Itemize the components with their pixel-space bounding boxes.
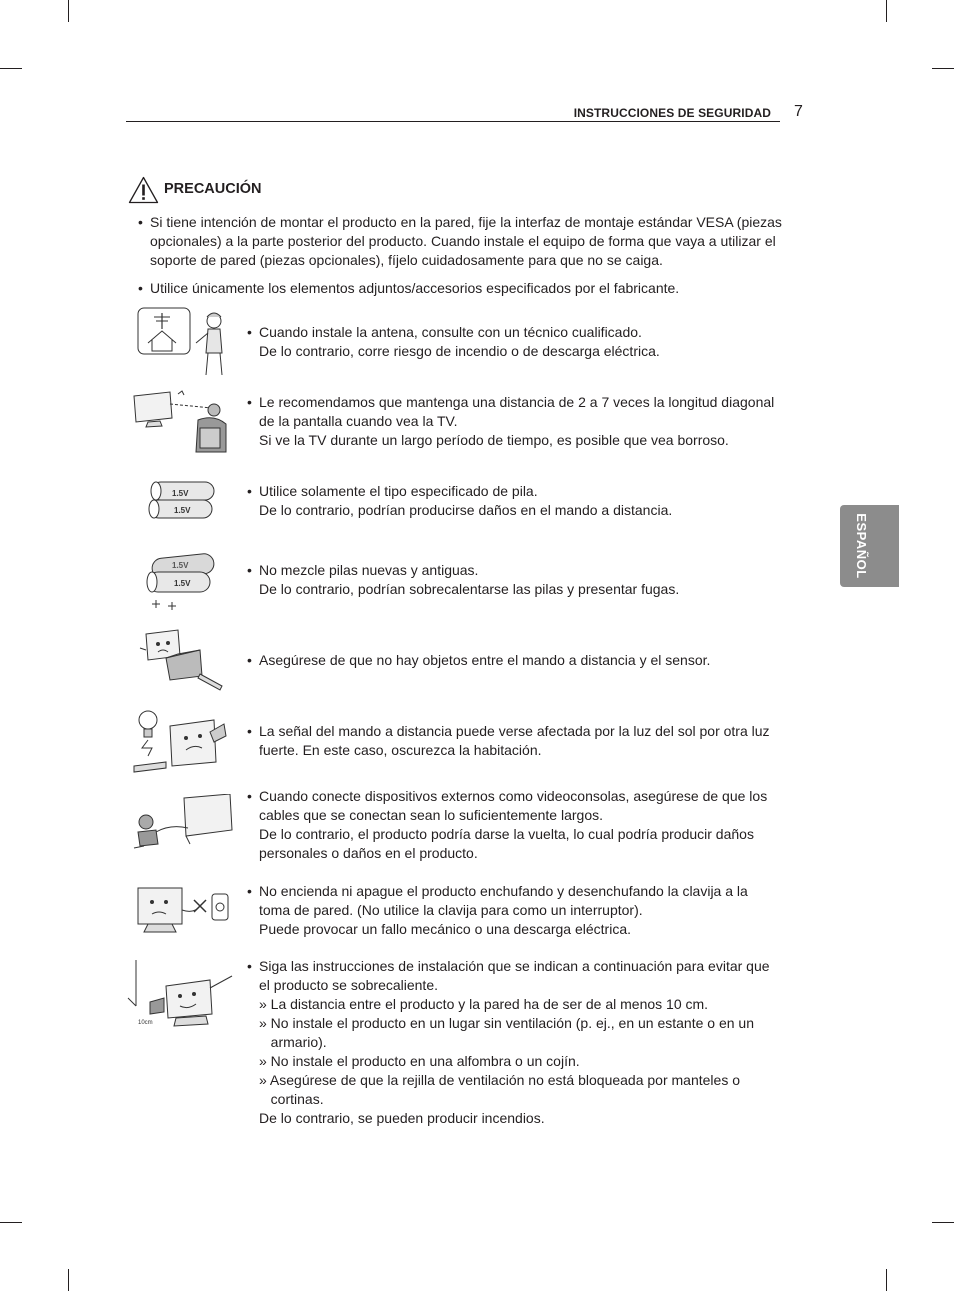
text-line: armario).	[259, 1034, 327, 1050]
antenna-technician-icon	[134, 305, 230, 379]
unplug-tv-icon	[134, 884, 232, 938]
text-line: fuerte. En este caso, oscurezca la habitación.	[259, 742, 542, 758]
long-cable-icon	[130, 794, 234, 852]
bullet-dot: •	[247, 562, 252, 578]
warning-triangle-icon	[128, 176, 159, 204]
text-line: opcionales) a la parte posterior del producto. Cuando instale el equipo de forma que vaya a utilizar el	[150, 233, 776, 249]
text-line: Utilice únicamente los elementos adjuntos/accesorios especificados por el fabricante.	[150, 280, 680, 296]
text-line: Si ve la TV durante un largo período de tiempo, es posible que vea borroso.	[259, 432, 729, 448]
bullet-dot: •	[247, 652, 252, 668]
text-line: » No instale el producto en un lugar sin ventilación (p. ej., en un estante o en un	[259, 1015, 754, 1031]
text-line: Puede provocar un fallo mecánico o una descarga eléctrica.	[259, 921, 631, 937]
text-line: Cuando instale la antena, consulte con un técnico cualificado.	[259, 324, 642, 340]
language-tab	[840, 505, 899, 587]
crop-mark	[0, 1222, 22, 1223]
crop-mark	[0, 68, 22, 69]
text-line: De lo contrario, corre riesgo de incendio o de descarga eléctrica.	[259, 343, 660, 359]
text-line: » No instale el producto en una alfombra o un cojín.	[259, 1053, 580, 1069]
batteries-icon	[146, 478, 220, 526]
bullet-dot: •	[247, 958, 252, 974]
text-line: de la pantalla cuando vea la TV.	[259, 413, 458, 429]
distance-label: 10cm	[138, 1020, 153, 1026]
text-line: De lo contrario, podrían producirse daños en el mando a distancia.	[259, 502, 673, 518]
text-line: soporte de pared (piezas opcionales), fíjelo cuidadosamente para que no se caiga.	[150, 252, 663, 268]
sunlight-remote-icon	[130, 706, 230, 776]
viewing-distance-icon	[130, 388, 234, 456]
caution-title: PRECAUCIÓN	[164, 181, 262, 197]
text-line: Utilice solamente el tipo especificado de pila.	[259, 483, 538, 499]
text-line: Siga las instrucciones de instalación que se indican a continuación para evitar que	[259, 958, 770, 974]
text-line: No encienda ni apague el producto enchufando y desenchufando la clavija a la	[259, 883, 748, 899]
language-tab-label: ESPAÑOL	[854, 513, 869, 579]
crop-mark	[932, 1222, 954, 1223]
text-line: cortinas.	[259, 1091, 324, 1107]
text-line: De lo contrario, se pueden producir incendios.	[259, 1110, 545, 1126]
text-line: Si tiene intención de montar el producto en la pared, fije la interfaz de montaje estándar VESA (piezas	[150, 214, 782, 230]
bullet-dot: •	[138, 214, 143, 230]
header-rule	[126, 121, 780, 122]
page-number: 7	[794, 103, 803, 120]
text-line: Cuando conecte dispositivos externos como videoconsolas, asegúrese de que los	[259, 788, 768, 804]
remote-obstacle-icon	[136, 628, 228, 692]
text-line: toma de pared. (No utilice la clavija para como un interruptor).	[259, 902, 643, 918]
wall-distance-icon	[126, 958, 238, 1028]
crop-mark	[932, 68, 954, 69]
section-title: INSTRUCCIONES DE SEGURIDAD	[573, 106, 771, 120]
text-line: De lo contrario, podrían sobrecalentarse las pilas y presentar fugas.	[259, 581, 680, 597]
bullet-dot: •	[247, 788, 252, 804]
bullet-dot: •	[138, 280, 143, 296]
bullet-dot: •	[247, 324, 252, 340]
text-line: Le recomendamos que mantenga una distancia de 2 a 7 veces la longitud diagonal	[259, 394, 775, 410]
text-line: » Asegúrese de que la rejilla de ventilación no está bloqueada por manteles o	[259, 1072, 740, 1088]
text-line: De lo contrario, el producto podría darse la vuelta, lo cual podría producir daños	[259, 826, 754, 842]
text-line: cables que se conectan sean lo suficientemente largos.	[259, 807, 603, 823]
text-line: personales o daños en el producto.	[259, 845, 478, 861]
bullet-dot: •	[247, 394, 252, 410]
bullet-dot: •	[247, 883, 252, 899]
crop-mark	[886, 0, 887, 22]
text-line: La señal del mando a distancia puede verse afectada por la luz del sol por otra luz	[259, 723, 770, 739]
bullet-dot: •	[247, 483, 252, 499]
text-line: el producto se sobrecaliente.	[259, 977, 438, 993]
crop-mark	[68, 1269, 69, 1291]
text-line: » La distancia entre el producto y la pared ha de ser de al menos 10 cm.	[259, 996, 709, 1012]
mixed-batteries-icon	[144, 550, 220, 614]
battery-label: 1.5V	[174, 506, 191, 515]
text-line: Asegúrese de que no hay objetos entre el mando a distancia y el sensor.	[259, 652, 711, 668]
crop-mark	[886, 1269, 887, 1291]
text-line: No mezcle pilas nuevas y antiguas.	[259, 562, 479, 578]
battery-label: 1.5V	[174, 579, 191, 588]
bullet-dot: •	[247, 723, 252, 739]
battery-label: 1.5V	[172, 561, 189, 570]
crop-mark	[68, 0, 69, 22]
battery-label: 1.5V	[172, 489, 189, 498]
